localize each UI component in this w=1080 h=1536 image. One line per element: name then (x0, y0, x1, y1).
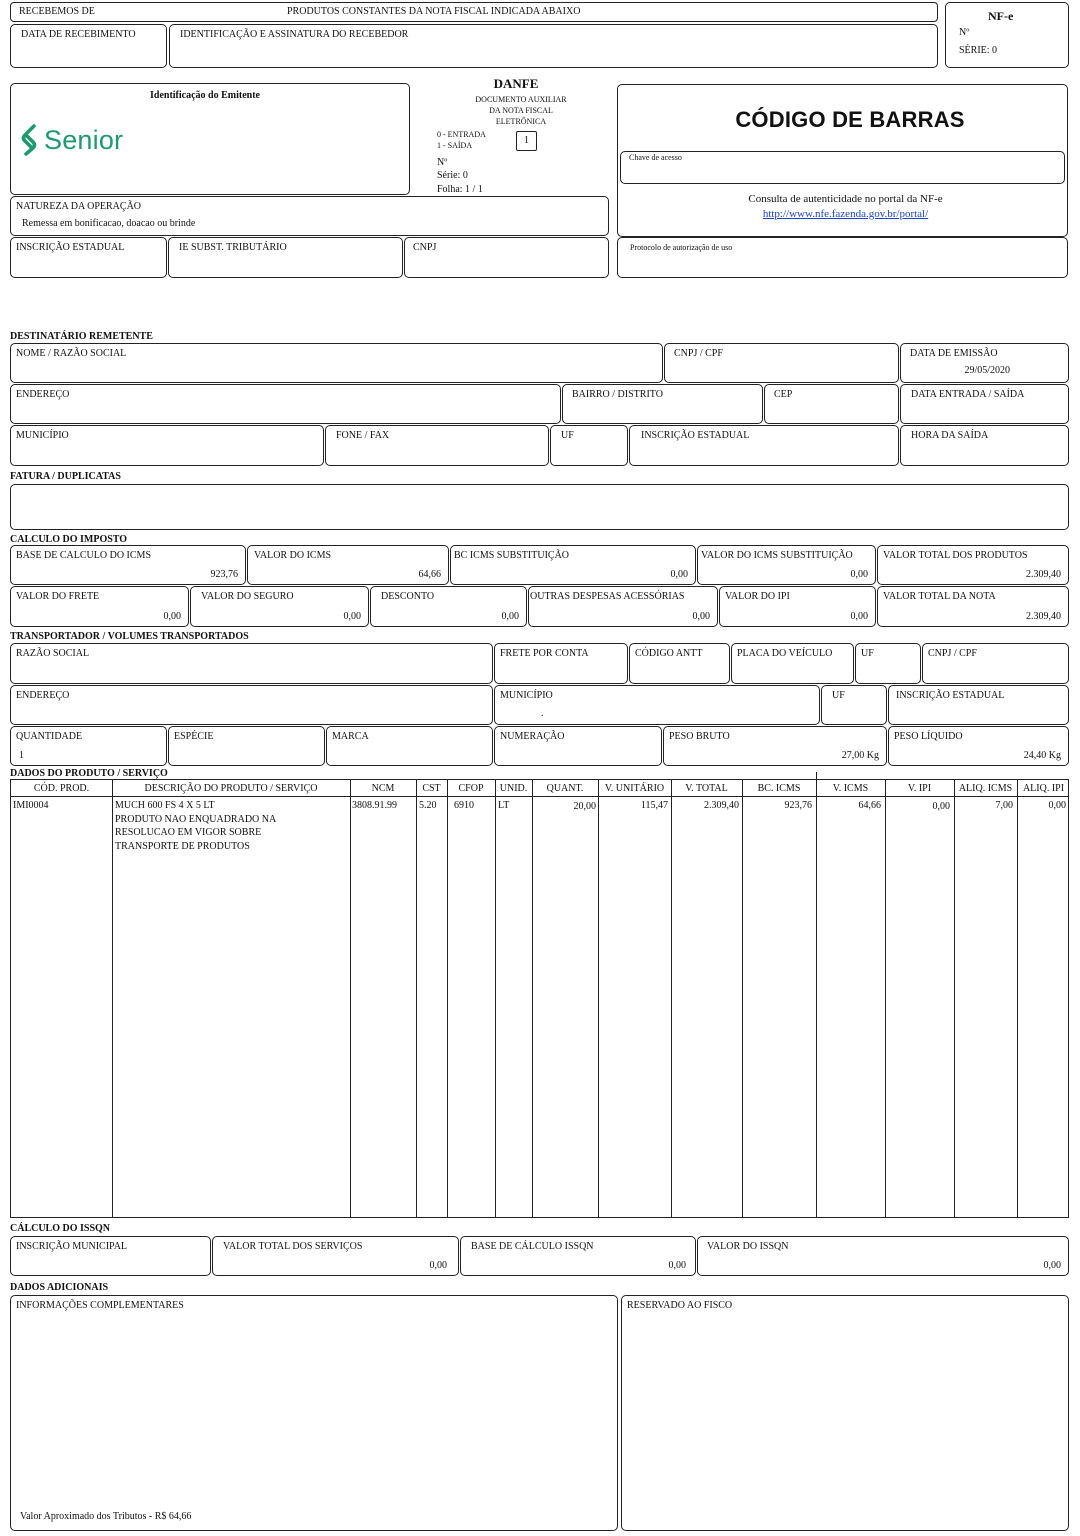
valor-icms-label: VALOR DO ICMS (254, 550, 332, 561)
dest-ie-box (629, 425, 899, 466)
th-aliqipi: ALIQ. IPI (1022, 783, 1065, 794)
fatura-section-title: FATURA / DUPLICATAS (10, 471, 121, 482)
base-issqn-value: 0,00 (668, 1260, 686, 1271)
info-complementares-label: INFORMAÇÕES COMPLEMENTARES (16, 1300, 184, 1311)
natureza-label: NATUREZA DA OPERAÇÃO (16, 201, 142, 212)
dest-endereco-box (10, 384, 561, 424)
td-cod: IMI0004 (13, 800, 49, 811)
td-ncm: 3808.91.99 (352, 800, 397, 811)
produtos-section-title: DADOS DO PRODUTO / SERVIÇO (10, 768, 168, 779)
total-servicos-value: 0,00 (429, 1260, 447, 1271)
emitente-box (10, 83, 410, 195)
reservado-fisco-box (621, 1295, 1069, 1531)
natureza-value: Remessa em bonificacao, doacao ou brinde (22, 218, 196, 229)
transp-municipio-box (494, 685, 820, 725)
th-unid: UNID. (499, 783, 528, 794)
issqn-section-title: CÁLCULO DO ISSQN (10, 1223, 111, 1234)
assinatura-recebedor-box[interactable] (169, 24, 938, 68)
emitente-title: Identificação do Emitente (150, 90, 260, 101)
dest-nome-box (10, 343, 663, 383)
total-servicos-label: VALOR TOTAL DOS SERVIÇOS (223, 1241, 363, 1252)
outras-despesas-box (528, 586, 718, 627)
td-desc-line3: RESOLUCAO EM VIGOR SOBRE (115, 827, 262, 838)
ipi-value: 0,00 (850, 611, 868, 622)
ie-emitente-label: INSCRIÇÃO ESTADUAL (16, 242, 125, 253)
dest-cnpj-box (664, 343, 899, 383)
bc-subst-box (450, 545, 696, 585)
th-bcicms: BC. ICMS (757, 783, 801, 794)
th-quant: QUANT. (546, 783, 584, 794)
data-emissao-label: DATA DE EMISSÃO (910, 348, 998, 359)
numeracao-box (494, 726, 662, 766)
dest-nome-label: NOME / RAZÃO SOCIAL (16, 348, 127, 359)
ipi-label: VALOR DO IPI (725, 591, 790, 602)
data-recebimento-box[interactable] (10, 24, 167, 68)
canhoto-recebemos-box (10, 2, 938, 22)
frete-value: 0,00 (163, 611, 181, 622)
td-vipi: 0,00 (932, 801, 950, 812)
base-issqn-label: BASE DE CÁLCULO ISSQN (471, 1241, 594, 1252)
transp-uf2-label: UF (832, 690, 845, 701)
numeracao-label: NUMERAÇÃO (500, 731, 565, 742)
base-icms-value: 923,76 (210, 569, 238, 580)
hora-saida-box (900, 425, 1069, 466)
base-icms-box (10, 545, 246, 585)
nfe-numero-label: Nº (959, 27, 970, 38)
danfe-numero: Nº (437, 157, 448, 168)
danfe-title: DANFE (493, 76, 539, 91)
danfe-tipo-box: 1 (516, 131, 537, 151)
th-vipi: V. IPI (907, 783, 932, 794)
placa-label: PLACA DO VEÍCULO (737, 648, 833, 659)
outras-despesas-value: 0,00 (692, 611, 710, 622)
base-issqn-box (460, 1236, 696, 1276)
td-bcicms: 923,76 (784, 800, 812, 811)
destinatario-section-title: DESTINATÁRIO REMETENTE (10, 331, 153, 342)
peso-liquido-box (888, 726, 1069, 766)
seguro-box (190, 586, 369, 627)
th-vicms: V. ICMS (832, 783, 869, 794)
tributos-text: Valor Aproximado dos Tributos - R$ 64,66 (20, 1511, 192, 1522)
danfe-entrada: 0 - ENTRADA (437, 130, 486, 139)
marca-label: MARCA (332, 731, 369, 742)
barcode-box (617, 84, 1068, 237)
portal-link[interactable]: http://www.nfe.fazenda.gov.br/portal/ (762, 208, 929, 220)
base-icms-label: BASE DE CALCULO DO ICMS (16, 550, 152, 561)
dest-uf-box (550, 425, 628, 466)
protocolo-box (617, 237, 1068, 278)
td-desc-line2: PRODUTO NAO ENQUADRADO NA (115, 814, 277, 825)
valor-icms-value: 64,66 (418, 569, 441, 580)
placa-box (731, 643, 854, 684)
danfe-block (430, 76, 612, 196)
danfe-serie: Série: 0 (437, 170, 468, 181)
transp-cnpj-label: CNPJ / CPF (928, 648, 977, 659)
peso-bruto-value: 27,00 Kg (841, 750, 879, 761)
transp-municipio-value: . (541, 708, 544, 719)
td-aliqicms: 7,00 (995, 800, 1013, 811)
reservado-fisco-label: RESERVADO AO FISCO (627, 1300, 733, 1311)
nfe-serie-label: SÉRIE: 0 (959, 45, 998, 56)
total-nota-box (877, 586, 1069, 627)
th-cfop: CFOP (458, 783, 484, 794)
bc-subst-value: 0,00 (670, 569, 688, 580)
total-servicos-box (212, 1236, 459, 1276)
especie-box (168, 726, 325, 766)
transp-municipio-label: MUNICÍPIO (500, 690, 553, 701)
danfe-folha: Folha: 1 / 1 (437, 184, 483, 195)
th-aliqicms: ALIQ. ICMS (958, 783, 1013, 794)
info-complementares-box (10, 1295, 618, 1531)
dest-municipio-label: MUNICÍPIO (16, 430, 69, 441)
ie-subst-box (168, 237, 403, 278)
total-produtos-value: 2.309,40 (1026, 569, 1061, 580)
dest-ie-label: INSCRIÇÃO ESTADUAL (641, 430, 750, 441)
th-cst: CST (422, 783, 441, 794)
quantidade-box (10, 726, 167, 766)
desconto-value: 0,00 (501, 611, 519, 622)
valor-issqn-label: VALOR DO ISSQN (707, 1241, 789, 1252)
especie-label: ESPÉCIE (174, 731, 214, 742)
cnpj-emitente-label: CNPJ (413, 242, 437, 253)
transp-endereco-box (10, 685, 493, 725)
transp-uf-label: UF (861, 648, 874, 659)
th-ncm: NCM (371, 783, 395, 794)
danfe-sub1: DOCUMENTO AUXILIAR (475, 95, 567, 104)
peso-bruto-label: PESO BRUTO (669, 731, 730, 742)
td-cst: 5.20 (419, 800, 437, 811)
inscricao-municipal-box (10, 1236, 211, 1276)
natureza-operacao-box (10, 196, 609, 236)
transp-razao-box (10, 643, 493, 684)
outras-despesas-label: OUTRAS DESPESAS ACESSÓRIAS (530, 591, 685, 602)
td-unid: LT (498, 800, 510, 811)
frete-label: VALOR DO FRETE (16, 591, 100, 602)
frete-conta-box (494, 643, 628, 684)
quantidade-label: QUANTIDADE (16, 731, 83, 742)
data-emissao-box (900, 343, 1069, 383)
valor-icms-box (247, 545, 449, 585)
peso-liquido-value: 24,40 Kg (1023, 750, 1061, 761)
desconto-box (370, 586, 527, 627)
desconto-label: DESCONTO (381, 591, 435, 602)
valor-issqn-box (697, 1236, 1069, 1276)
dest-cnpj-label: CNPJ / CPF (674, 348, 723, 359)
produtos-text: PRODUTOS CONSTANTES DA NOTA FISCAL INDICADA ABAIXO (287, 6, 581, 17)
barcode-title: CÓDIGO DE BARRAS (735, 107, 965, 132)
transp-endereco-label: ENDEREÇO (16, 690, 70, 701)
total-produtos-label: VALOR TOTAL DOS PRODUTOS (883, 550, 1028, 561)
chave-acesso-label: Chave de acesso (629, 153, 682, 162)
antt-label: CÓDIGO ANTT (635, 648, 703, 659)
data-emissao-value: 29/05/2020 (964, 365, 1010, 376)
th-desc: DESCRIÇÃO DO PRODUTO / SERVIÇO (144, 783, 318, 794)
senior-logo (19, 122, 123, 158)
total-produtos-box (877, 545, 1069, 585)
valor-subst-label: VALOR DO ICMS SUBSTITUIÇÃO (701, 550, 853, 561)
consulta-text: Consulta de autenticidade no portal da NF-e (748, 193, 943, 205)
recebemos-label: RECEBEMOS DE (19, 6, 95, 17)
nfe-title: NF-e (988, 9, 1014, 23)
inscricao-municipal-label: INSCRIÇÃO MUNICIPAL (16, 1241, 128, 1252)
danfe-sub2: DA NOTA FISCAL (489, 106, 553, 115)
produtos-table (10, 779, 1069, 1218)
seguro-value: 0,00 (343, 611, 361, 622)
dest-cep-label: CEP (774, 389, 793, 400)
peso-liquido-label: PESO LÍQUIDO (894, 731, 963, 742)
canhoto-nfe-box (945, 2, 1069, 68)
danfe-sub3: ELETRÔNICA (495, 117, 547, 126)
fatura-box (10, 484, 1069, 530)
valor-subst-box (697, 545, 876, 585)
dest-fone-box (325, 425, 549, 466)
imposto-section-title: CALCULO DO IMPOSTO (10, 534, 128, 545)
chave-acesso-box (620, 151, 1065, 184)
assinatura-label: IDENTIFICAÇÃO E ASSINATURA DO RECEBEDOR (180, 29, 409, 40)
total-nota-label: VALOR TOTAL DA NOTA (883, 591, 996, 602)
data-entrada-box (900, 384, 1069, 424)
td-cfop: 6910 (454, 800, 474, 811)
antt-box (629, 643, 730, 684)
marca-box (326, 726, 493, 766)
senior-logo-icon (19, 123, 41, 157)
ipi-box (719, 586, 876, 627)
transp-uf2-box (821, 685, 887, 725)
peso-bruto-box (663, 726, 887, 766)
dest-uf-label: UF (561, 430, 574, 441)
danfe-saida: 1 - SAÍDA (437, 141, 473, 150)
td-vtotal: 2.309,40 (704, 800, 739, 811)
td-desc-line1: MUCH 600 FS 4 X 5 LT (115, 800, 215, 811)
transp-uf-box (855, 643, 921, 684)
td-aliqipi: 0,00 (1048, 800, 1066, 811)
cnpj-emitente-box (404, 237, 609, 278)
dest-fone-label: FONE / FAX (336, 430, 390, 441)
td-desc-line4: TRANSPORTE DE PRODUTOS (115, 841, 250, 852)
ie-emitente-box (10, 237, 167, 278)
frete-box (10, 586, 189, 627)
dest-municipio-box (10, 425, 324, 466)
hora-saida-label: HORA DA SAÍDA (911, 430, 989, 441)
th-vtotal: V. TOTAL (685, 783, 728, 794)
ie-subst-label: IE SUBST. TRIBUTÁRIO (179, 242, 287, 253)
quantidade-value: 1 (19, 750, 24, 761)
th-vunit: V. UNITÁRIO (604, 783, 665, 794)
transp-razao-label: RAZÃO SOCIAL (16, 648, 90, 659)
dest-bairro-box (562, 384, 763, 424)
senior-logo-text: Senior (44, 124, 124, 155)
td-quant: 20,00 (573, 801, 596, 812)
table-row (11, 799, 1068, 859)
td-vunit: 115,47 (640, 800, 668, 811)
bc-subst-label: BC ICMS SUBSTITUIÇÃO (454, 550, 570, 561)
seguro-label: VALOR DO SEGURO (201, 591, 294, 602)
td-vicms: 64,66 (858, 800, 881, 811)
dest-bairro-label: BAIRRO / DISTRITO (572, 389, 663, 400)
valor-subst-value: 0,00 (850, 569, 868, 580)
data-entrada-label: DATA ENTRADA / SAÍDA (911, 389, 1025, 400)
protocolo-label: Protocolo de autorização de uso (630, 243, 733, 252)
adicionais-section-title: DADOS ADICIONAIS (10, 1282, 109, 1293)
th-cod: CÓD. PROD. (33, 783, 90, 794)
transp-ie-label: INSCRIÇÃO ESTADUAL (896, 690, 1005, 701)
transportador-section-title: TRANSPORTADOR / VOLUMES TRANSPORTADOS (10, 631, 249, 642)
data-recebimento-label: DATA DE RECEBIMENTO (21, 29, 136, 40)
frete-conta-label: FRETE POR CONTA (500, 648, 589, 659)
transp-cnpj-box (922, 643, 1069, 684)
dest-cep-box (764, 384, 899, 424)
transp-ie-box (888, 685, 1069, 725)
total-nota-value: 2.309,40 (1026, 611, 1061, 622)
valor-issqn-value: 0,00 (1043, 1260, 1061, 1271)
dest-endereco-label: ENDEREÇO (16, 389, 70, 400)
